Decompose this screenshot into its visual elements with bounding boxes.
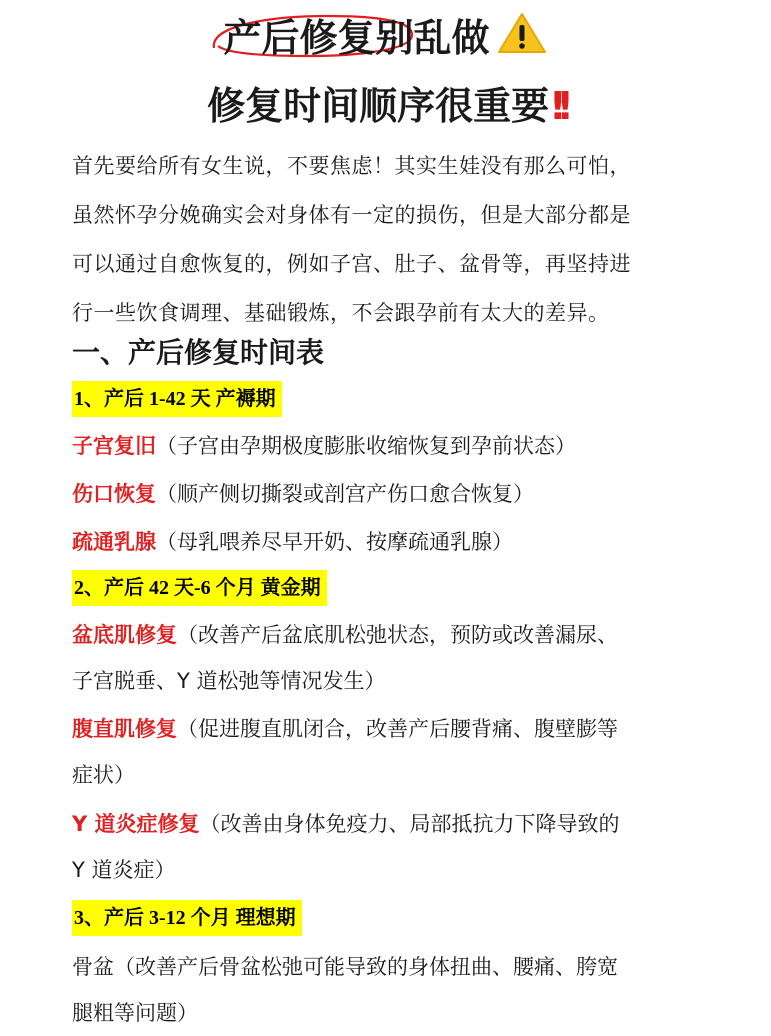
title-line2: 修复时间顺序很重要 xyxy=(207,84,550,128)
warning-triangle-icon xyxy=(496,11,548,72)
intro-line: 首先要给所有女生说，不要焦虑！其实生娃没有那么可怕， xyxy=(72,154,631,178)
item-desc: 骨盆（改善产后骨盆松弛可能导致的身体扭曲、腰痛、胯宽 xyxy=(72,955,618,979)
intro-paragraph xyxy=(72,142,712,338)
section-heading: 一、产后修复时间表 xyxy=(72,336,325,369)
item-keyword: Y 道炎症修复 xyxy=(72,812,200,836)
item-desc: （顺产侧切撕裂或剖宫产伤口愈合恢复） xyxy=(156,482,534,506)
intro-line: 虽然怀孕分娩确实会对身体有一定的损伤，但是大部分都是 xyxy=(72,203,631,227)
item-keyword: 盆底肌修复 xyxy=(72,623,177,647)
item-desc: （子宫由孕期极度膨胀收缩恢复到孕前状态） xyxy=(156,434,576,458)
stage-label-1: 1、产后 1-42 天 产褥期 xyxy=(72,381,282,417)
item-desc: （改善由身体免疫力、局部抵抗力下降导致的 xyxy=(199,812,620,836)
list-item xyxy=(72,471,712,517)
page-title xyxy=(0,8,771,72)
item-keyword: 腹直肌修复 xyxy=(72,717,177,741)
intro-line: 行一些饮食调理、基础锻炼，不会跟孕前有太大的差异。 xyxy=(72,301,610,325)
list-item xyxy=(72,423,712,469)
item-keyword: 疏通乳腺 xyxy=(72,530,156,554)
item-desc-cont: Y 道炎症） xyxy=(72,858,176,882)
list-item xyxy=(72,706,712,798)
list-item xyxy=(72,801,712,893)
list-item xyxy=(72,612,712,704)
item-desc-cont: 子宫脱垂、Y 道松弛等情况发生） xyxy=(72,669,386,693)
intro-line: 可以通过自愈恢复的，例如子宫、肚子、盆骨等，再坚持进 xyxy=(72,252,631,276)
title-line1: 产后修复别乱做 xyxy=(223,16,490,60)
item-desc: （促进腹直肌闭合，改善产后腰背痛、腹壁膨等 xyxy=(177,717,618,741)
item-desc-cont: 腿粗等问题） xyxy=(72,1001,198,1025)
double-exclamation-icon: !! xyxy=(549,84,564,128)
item-keyword: 子宫复旧 xyxy=(72,434,156,458)
item-desc: （改善产后盆底肌松弛状态，预防或改善漏尿、 xyxy=(177,623,618,647)
item-desc-cont: 症状） xyxy=(72,763,135,787)
page-subtitle xyxy=(0,76,771,136)
list-item xyxy=(72,944,712,1036)
list-item xyxy=(72,519,712,565)
stage-label-2: 2、产后 42 天-6 个月 黄金期 xyxy=(72,570,327,606)
item-desc: （母乳喂养尽早开奶、按摩疏通乳腺） xyxy=(156,530,513,554)
item-keyword: 伤口恢复 xyxy=(72,482,156,506)
stage-label-3: 3、产后 3-12 个月 理想期 xyxy=(72,900,302,936)
